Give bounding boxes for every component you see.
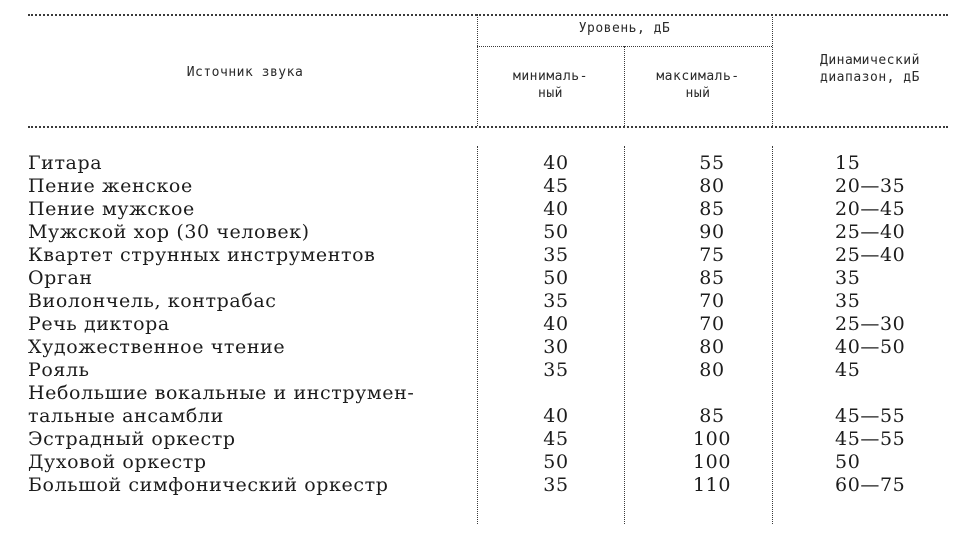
max-cell: 70 [699, 290, 725, 312]
max-cell: 110 [692, 474, 732, 496]
range-cell: 25—30 [835, 313, 906, 335]
range-cell: 35 [835, 290, 861, 312]
source-cell: Виолончель, контрабас [28, 290, 277, 312]
min-cell: 35 [543, 290, 569, 312]
top-rule [28, 14, 948, 16]
source-cell: Пение женское [28, 175, 193, 197]
range-cell: 25—40 [835, 221, 906, 243]
min-cell: 45 [543, 175, 569, 197]
source-cell: Гитара [28, 152, 103, 174]
max-cell: 100 [692, 428, 732, 450]
max-cell: 100 [692, 451, 732, 473]
max-cell: 80 [699, 359, 725, 381]
source-cell: Мужской хор (30 человек) [28, 221, 310, 243]
body-divider-1 [477, 146, 478, 524]
range-cell: 25—40 [835, 244, 906, 266]
max-cell: 70 [699, 313, 725, 335]
min-cell: 50 [543, 451, 569, 473]
range-column-header: Динамический диапазон, дБ [820, 53, 920, 85]
min-cell: 35 [543, 359, 569, 381]
range-cell: 35 [835, 267, 861, 289]
source-cell: Пение мужское [28, 198, 195, 220]
range-cell: 60—75 [835, 474, 906, 496]
min-cell: 40 [543, 152, 569, 174]
range-cell: 45—55 [835, 405, 906, 427]
max-cell: 55 [699, 152, 725, 174]
source-column-header: Источник звука [186, 65, 304, 80]
max-cell: 80 [699, 336, 725, 358]
min-cell: 50 [543, 221, 569, 243]
range-cell: 45 [835, 359, 861, 381]
max-cell: 90 [699, 221, 725, 243]
range-cell: 20—45 [835, 198, 906, 220]
range-cell: 40—50 [835, 336, 906, 358]
min-cell: 35 [543, 474, 569, 496]
source-cell: тальные ансамбли [28, 405, 224, 427]
level-group-header: Уровень, дБ [578, 21, 671, 36]
body-divider-2 [624, 146, 625, 524]
source-cell: Духовой оркестр [28, 451, 207, 473]
max-cell: 85 [699, 267, 725, 289]
min-column-header: минималь- ный [513, 69, 588, 101]
range-cell: 15 [835, 152, 861, 174]
source-cell: Художественное чтение [28, 336, 286, 358]
body-divider-3 [772, 146, 773, 524]
source-cell: Квартет струнных инструментов [28, 244, 376, 266]
min-cell: 35 [543, 244, 569, 266]
source-cell: Эстрадный оркестр [28, 428, 236, 450]
max-cell: 80 [699, 175, 725, 197]
min-cell: 50 [543, 267, 569, 289]
max-cell: 75 [699, 244, 725, 266]
min-cell: 40 [543, 198, 569, 220]
header-bottom-rule [28, 126, 948, 128]
min-cell: 30 [543, 336, 569, 358]
min-cell: 40 [543, 313, 569, 335]
max-column-header: максималь- ный [656, 69, 740, 101]
max-cell: 85 [699, 405, 725, 427]
source-cell: Орган [28, 267, 93, 289]
range-cell: 50 [835, 451, 861, 473]
source-cell: Речь диктора [28, 313, 170, 335]
range-cell: 45—55 [835, 428, 906, 450]
source-cell: Большой симфонический оркестр [28, 474, 389, 496]
max-cell: 85 [699, 198, 725, 220]
range-cell: 20—35 [835, 175, 906, 197]
header-divider-3 [772, 14, 773, 126]
source-cell: Рояль [28, 359, 90, 381]
min-cell: 45 [543, 428, 569, 450]
source-cell: Небольшие вокальные и инструмен- [28, 382, 415, 404]
min-cell: 40 [543, 405, 569, 427]
